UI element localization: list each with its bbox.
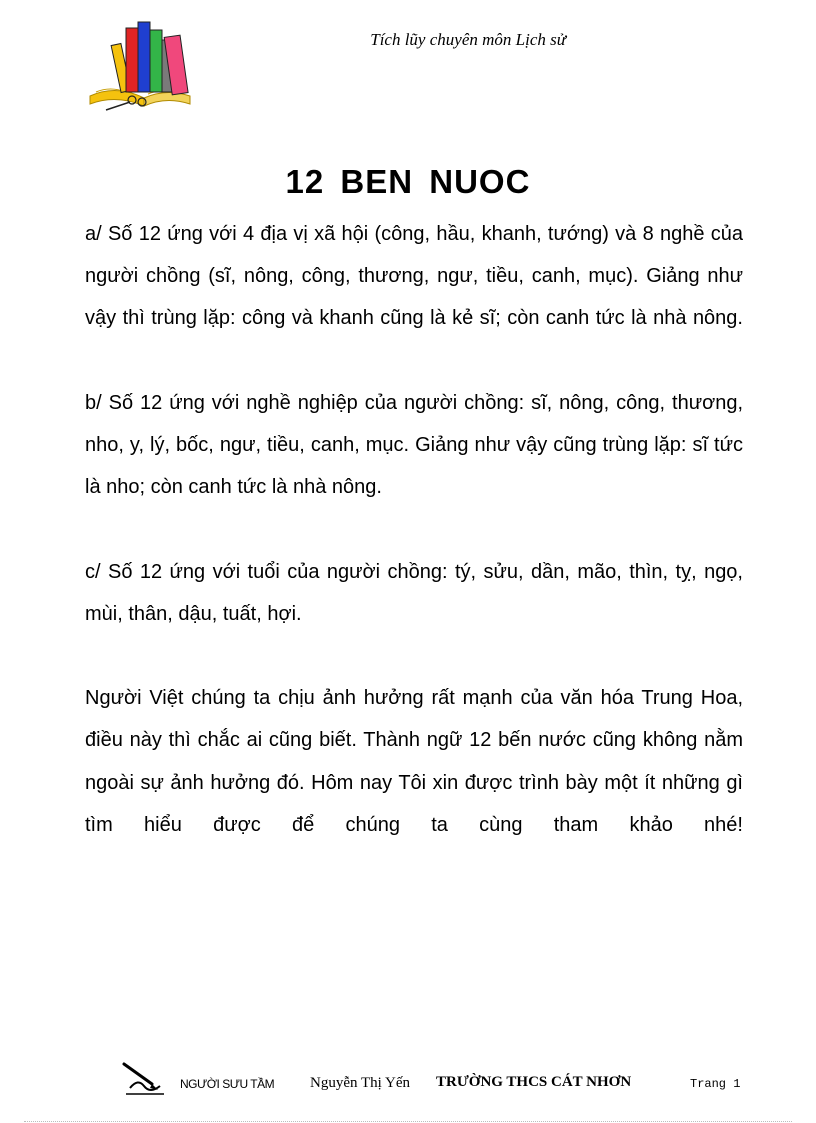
author-name: Nguyễn Thị Yến [310,1075,410,1091]
page-footer [0,1070,816,1100]
paragraph-intro: Người Việt chúng ta chịu ảnh hưởng rất mạnh của văn hóa Trung Hoa, điều này thì chắc ai cũng biết. Thành ngữ 12 bến nước cũng không nằm ngoài sự ảnh hưởng đó. Hôm nay Tôi xin được trình bày một ít những gì tìm hiểu được để chúng ta cùng tham khảo nhé! [85,687,743,836]
footer-divider [24,1121,792,1122]
paragraph-b: b/ Số 12 ứng với nghề nghiệp của người chồng: sĩ, nông, công, thương, nho, y, lý, bốc, ngư, tiều, canh, mục. Giảng như vậy cũng trùng lặp: sĩ tức là nho; còn canh tức là nhà nông. [85,391,743,499]
paragraph-a: a/ Số 12 ứng với 4 địa vị xã hội (công, hầu, khanh, tướng) và 8 nghề của người chồng (sĩ, nông, công, thương, ngư, tiều, canh, mục). Giảng như vậy thì trùng lặp: công và khanh cũng là kẻ sĩ; còn canh tức là nhà nông. [85,223,743,330]
school-name: TRƯỜNG THCS CÁT NHƠN [436,1074,632,1090]
page-number: Trang 1 [690,1077,741,1091]
collector-label: NGƯỜI SƯU TẦM [180,1077,275,1091]
pen-writing-icon [122,1060,166,1096]
books-stack-icon [86,14,206,114]
paragraph-c: c/ Số 12 ứng với tuổi của người chồng: tý, sửu, dần, mão, thìn, tỵ, ngọ, mùi, thân, dậu, tuất, hợi. [85,560,743,625]
page-title: 12 BEN NUOC [285,163,531,200]
document-body [85,213,743,846]
header-title: Tích lũy chuyên môn Lịch sử [370,30,566,49]
